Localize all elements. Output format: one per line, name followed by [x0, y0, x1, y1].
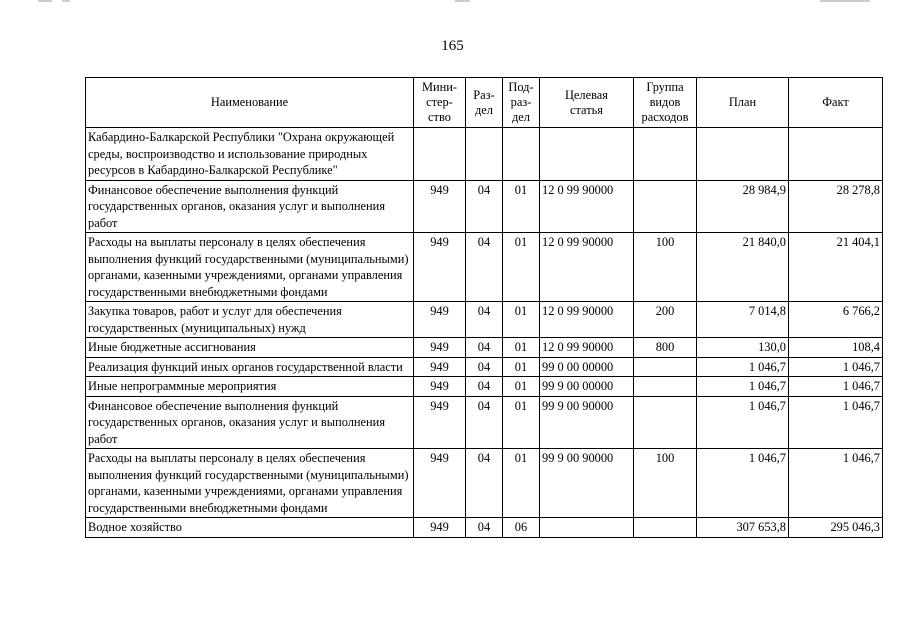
- cell-plan: 7 014,8: [697, 302, 789, 338]
- cell-target: 12 0 99 90000: [540, 338, 634, 358]
- cell-min: 949: [414, 396, 466, 449]
- cell-name: Водное хозяйство: [86, 518, 414, 538]
- cell-sub: 06: [503, 518, 540, 538]
- cell-min: 949: [414, 302, 466, 338]
- header-ministry-text: Мини- стер- ство: [421, 80, 458, 124]
- cell-name: Реализация функций иных органов государственной власти: [86, 357, 414, 377]
- cell-plan: 130,0: [697, 338, 789, 358]
- cell-sec: 04: [466, 233, 503, 302]
- cell-name: Закупка товаров, работ и услуг для обеспечения государственных (муниципальных) нужд: [86, 302, 414, 338]
- header-ministry: [414, 78, 466, 128]
- cell-fact: 1 046,7: [789, 377, 883, 397]
- cell-fact: 295 046,3: [789, 518, 883, 538]
- cell-sec: 04: [466, 302, 503, 338]
- cell-name: Иные непрограммные мероприятия: [86, 377, 414, 397]
- cell-fact: 6 766,2: [789, 302, 883, 338]
- cell-min: 949: [414, 233, 466, 302]
- cell-sec: 04: [466, 377, 503, 397]
- cell-sec: 04: [466, 518, 503, 538]
- cell-sec: 04: [466, 338, 503, 358]
- cell-group: [634, 518, 697, 538]
- cell-target: [540, 128, 634, 181]
- cell-name: Расходы на выплаты персоналу в целях обеспечения выполнения функций государственными (муниципальными) органами, казенными учреждениями, органами управления государственными внебюджетными фондами: [86, 233, 414, 302]
- table-row: [86, 180, 883, 233]
- table-row: [86, 357, 883, 377]
- header-group: [634, 78, 697, 128]
- cell-fact: 28 278,8: [789, 180, 883, 233]
- cell-name: Иные бюджетные ассигнования: [86, 338, 414, 358]
- cell-group: 100: [634, 449, 697, 518]
- table-row: [86, 338, 883, 358]
- header-fact: Факт: [789, 78, 883, 128]
- cell-fact: [789, 128, 883, 181]
- header-target: [540, 78, 634, 128]
- cell-name: Кабардино-Балкарской Республики "Охрана окружающей среды, воспроизводство и использование природных ресурсов в Кабардино-Балкарской Республике": [86, 128, 414, 181]
- cell-name: Расходы на выплаты персоналу в целях обеспечения выполнения функций государственными (муниципальными) органами, казенными учреждениями, органами управления государственными внебюджетными фондами: [86, 449, 414, 518]
- cell-name: Финансовое обеспечение выполнения функций государственных органов, оказания услуг и выполнения работ: [86, 180, 414, 233]
- table-row: [86, 518, 883, 538]
- cell-sec: 04: [466, 357, 503, 377]
- cell-group: [634, 377, 697, 397]
- cell-sub: 01: [503, 233, 540, 302]
- cell-target: 99 0 00 00000: [540, 357, 634, 377]
- cell-sub: 01: [503, 180, 540, 233]
- cell-target: 99 9 00 00000: [540, 377, 634, 397]
- cell-fact: 21 404,1: [789, 233, 883, 302]
- cell-sec: 04: [466, 449, 503, 518]
- header-section-text: Раз- дел: [473, 87, 495, 117]
- table-row: [86, 128, 883, 181]
- cell-sub: 01: [503, 396, 540, 449]
- cell-plan: 21 840,0: [697, 233, 789, 302]
- header-subsection: [503, 78, 540, 128]
- cell-name: Финансовое обеспечение выполнения функций государственных органов, оказания услуг и выполнения работ: [86, 396, 414, 449]
- cell-group: 100: [634, 233, 697, 302]
- cell-min: 949: [414, 518, 466, 538]
- cell-group: [634, 128, 697, 181]
- cell-target: 99 9 00 90000: [540, 396, 634, 449]
- cell-sec: 04: [466, 396, 503, 449]
- header-section: [466, 78, 503, 128]
- cell-fact: 1 046,7: [789, 357, 883, 377]
- header-group-text: Группа видов расходов: [641, 80, 689, 124]
- cell-plan: 1 046,7: [697, 449, 789, 518]
- cell-target: 12 0 99 90000: [540, 302, 634, 338]
- cell-group: [634, 396, 697, 449]
- cell-sub: 01: [503, 302, 540, 338]
- cell-fact: 1 046,7: [789, 449, 883, 518]
- cell-sec: [466, 128, 503, 181]
- cell-target: 12 0 99 90000: [540, 180, 634, 233]
- cell-plan: 1 046,7: [697, 357, 789, 377]
- cell-sub: 01: [503, 338, 540, 358]
- cell-sub: [503, 128, 540, 181]
- header-plan: План: [697, 78, 789, 128]
- cell-min: 949: [414, 338, 466, 358]
- table-row: [86, 233, 883, 302]
- cell-plan: 1 046,7: [697, 396, 789, 449]
- cell-plan: 1 046,7: [697, 377, 789, 397]
- cell-sub: 01: [503, 449, 540, 518]
- cell-min: 949: [414, 180, 466, 233]
- header-name: Наименование: [86, 78, 414, 128]
- cell-plan: [697, 128, 789, 181]
- cell-group: [634, 180, 697, 233]
- cell-min: 949: [414, 357, 466, 377]
- table-row: [86, 377, 883, 397]
- cell-min: 949: [414, 449, 466, 518]
- cell-sub: 01: [503, 377, 540, 397]
- cell-min: [414, 128, 466, 181]
- cell-target: [540, 518, 634, 538]
- table-row: [86, 449, 883, 518]
- page-number: 165: [441, 38, 464, 54]
- cell-group: 200: [634, 302, 697, 338]
- header-target-text: Целевая статья: [564, 87, 609, 117]
- cell-group: [634, 357, 697, 377]
- top-edge-marks: [0, 0, 905, 8]
- cell-plan: 307 653,8: [697, 518, 789, 538]
- cell-group: 800: [634, 338, 697, 358]
- cell-target: 12 0 99 90000: [540, 233, 634, 302]
- table-row: [86, 396, 883, 449]
- cell-fact: 1 046,7: [789, 396, 883, 449]
- cell-sub: 01: [503, 357, 540, 377]
- cell-sec: 04: [466, 180, 503, 233]
- header-subsection-text: Под- раз- дел: [508, 80, 534, 124]
- budget-table: [85, 77, 883, 538]
- cell-target: 99 9 00 90000: [540, 449, 634, 518]
- cell-fact: 108,4: [789, 338, 883, 358]
- table-header-row: [86, 78, 883, 128]
- cell-min: 949: [414, 377, 466, 397]
- cell-plan: 28 984,9: [697, 180, 789, 233]
- table-row: [86, 302, 883, 338]
